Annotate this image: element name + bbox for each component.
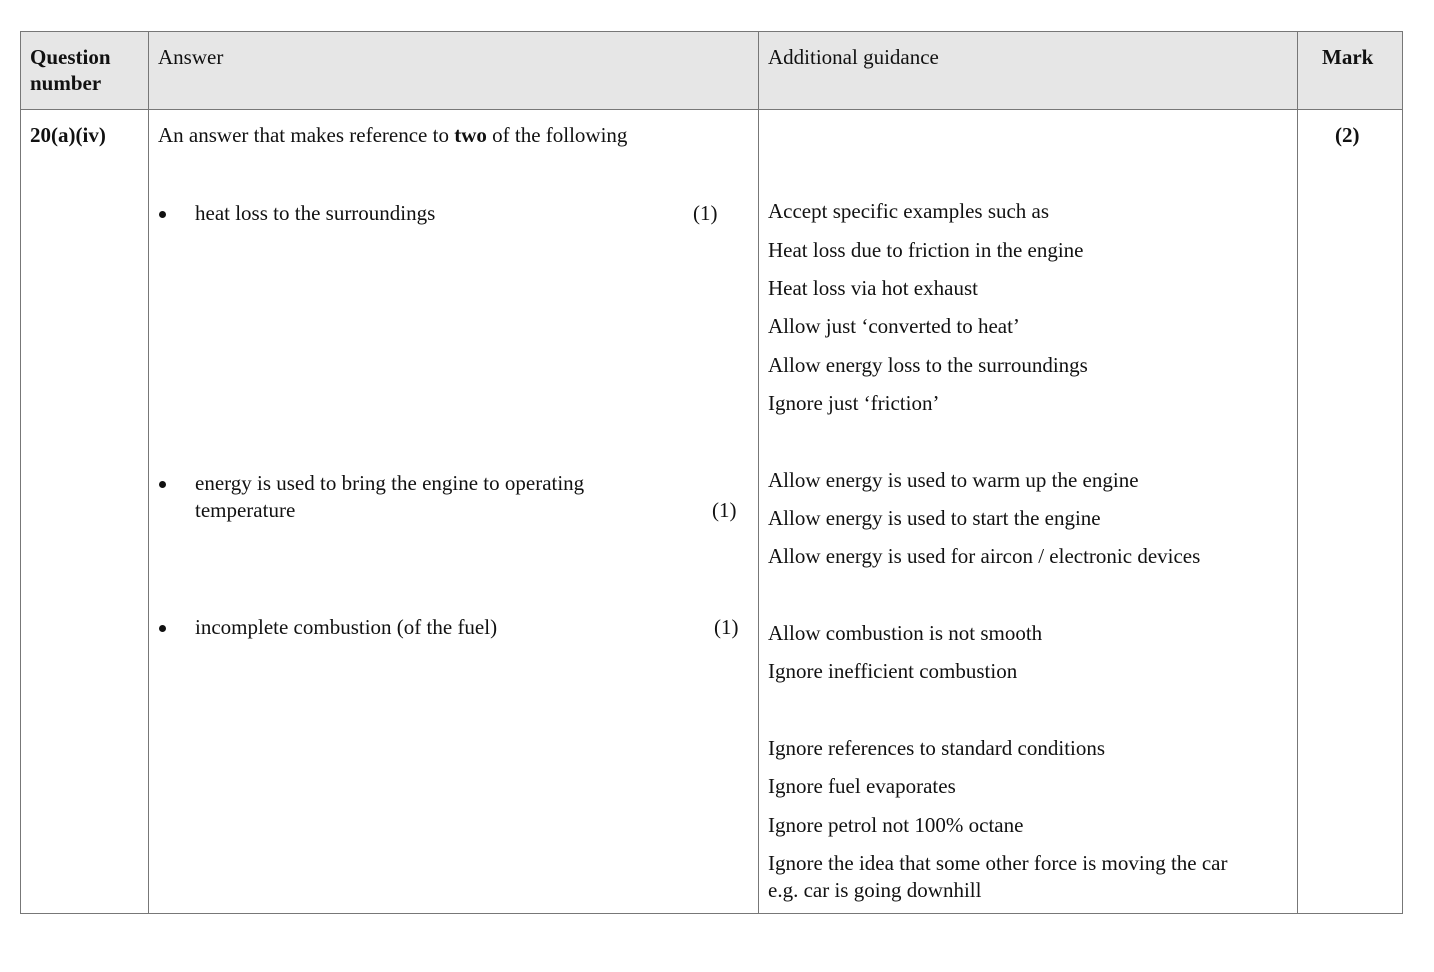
answer-intro: [158, 122, 627, 148]
header-guidance: Additional guidance: [768, 45, 939, 69]
guidance-line: Allow just ‘converted to heat’: [768, 314, 1020, 338]
column-divider: [758, 32, 759, 913]
bullet-icon: [159, 625, 166, 632]
question-number: 20(a)(iv): [30, 123, 106, 147]
guidance-line: Heat loss via hot exhaust: [768, 276, 978, 300]
bullet-icon: [159, 211, 166, 218]
column-divider: [148, 32, 149, 913]
table-header: [21, 32, 1402, 110]
guidance-line: Allow energy is used to warm up the engine: [768, 468, 1139, 492]
answer-point-1-mark: (1): [693, 201, 718, 225]
header-question-number-1: Question: [30, 45, 111, 69]
header-mark: Mark: [1322, 45, 1374, 69]
guidance-line: e.g. car is going downhill: [768, 878, 982, 902]
bullet-icon: [159, 481, 166, 488]
guidance-line: Allow combustion is not smooth: [768, 621, 1043, 645]
answer-point-2-line-1: energy is used to bring the engine to operating: [195, 471, 585, 495]
intro-text: An answer that makes reference to: [158, 123, 455, 147]
answer-point-3: incomplete combustion (of the fuel): [195, 615, 498, 639]
guidance-line: Allow energy is used for aircon / electronic devices: [768, 544, 1201, 568]
guidance-line: Allow energy loss to the surroundings: [768, 353, 1088, 377]
guidance-line: Ignore fuel evaporates: [768, 774, 956, 798]
answer-point-2-mark: (1): [712, 498, 737, 522]
guidance-line: Ignore just ‘friction’: [768, 391, 940, 415]
total-mark: (2): [1335, 123, 1360, 147]
answer-point-2-line-2: temperature: [195, 498, 296, 522]
guidance-line: Ignore the idea that some other force is moving the car: [768, 851, 1228, 875]
answer-point-1: heat loss to the surroundings: [195, 201, 436, 225]
guidance-line: Ignore references to standard conditions: [768, 736, 1106, 760]
intro-bold: two: [454, 123, 487, 147]
column-divider: [1297, 32, 1298, 913]
guidance-line: Ignore petrol not 100% octane: [768, 813, 1024, 837]
answer-point-3-mark: (1): [714, 615, 739, 639]
guidance-line: Allow energy is used to start the engine: [768, 506, 1101, 530]
guidance-line: Ignore inefficient combustion: [768, 659, 1018, 683]
header-question-number-2: number: [30, 71, 102, 95]
intro-text-end: of the following: [486, 123, 628, 147]
header-answer: Answer: [158, 45, 224, 69]
guidance-line: Heat loss due to friction in the engine: [768, 238, 1084, 262]
guidance-line: Accept specific examples such as: [768, 199, 1050, 223]
